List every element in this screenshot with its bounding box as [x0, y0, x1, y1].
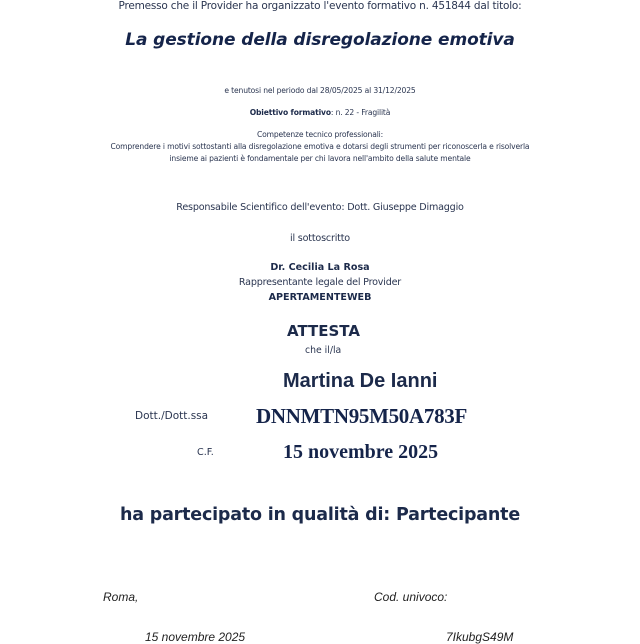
- unique-code-label: Cod. univoco:: [374, 590, 448, 604]
- competenze-line-1: Comprendere i motivi sottostanti alla disregolazione emotiva e dotarsi degli strumenti per riconoscerla e risolverla: [110, 142, 530, 151]
- title-label: Dott./Dott.ssa: [135, 410, 209, 422]
- attesta-heading: ATTESTA: [287, 322, 360, 340]
- event-period: e tenutosi nel periodo dal 28/05/2025 al 31/12/2025: [224, 86, 416, 95]
- premesso-text: Premesso che il Provider ha organizzato l'evento formativo n. 451844 dal titolo:: [118, 0, 522, 12]
- codice-fiscale-value: DNNMTN95M50A783F: [256, 404, 468, 428]
- cf-label: C.F.: [197, 447, 214, 458]
- signatory-role: Rappresentante legale del Provider: [238, 277, 402, 288]
- sottoscritto-text: il sottoscritto: [290, 233, 350, 244]
- learning-objective-value: : n. 22 - Fragilità: [330, 108, 391, 117]
- footer-date: 15 novembre 2025: [145, 630, 246, 644]
- competenze-heading: Competenze tecnico professionali:: [256, 130, 384, 139]
- learning-objective-label: Obiettivo formativo: [249, 108, 331, 117]
- participation-role: ha partecipato in qualità di: Partecipante: [119, 505, 520, 525]
- che-il-la-text: che il/la: [305, 345, 342, 356]
- unique-code-value: 7IkubgS49M: [446, 630, 514, 644]
- scientific-responsible: Responsabile Scientifico dell'evento: Dott. Giuseppe Dimaggio: [176, 202, 464, 213]
- attestation-date: 15 novembre 2025: [283, 441, 439, 463]
- competenze-line-2: insieme ai pazienti è fondamentale per chi lavora nell'ambito della salute mentale: [169, 154, 471, 163]
- signatory-name: Dr. Cecilia La Rosa: [270, 262, 370, 273]
- place-label: Roma,: [103, 590, 139, 604]
- learning-objective: [0, 108, 640, 117]
- participant-name: Martina De Ianni: [283, 370, 438, 392]
- event-title: La gestione della disregolazione emotiva: [125, 30, 515, 50]
- provider-name: APERTAMENTEWEB: [268, 292, 372, 303]
